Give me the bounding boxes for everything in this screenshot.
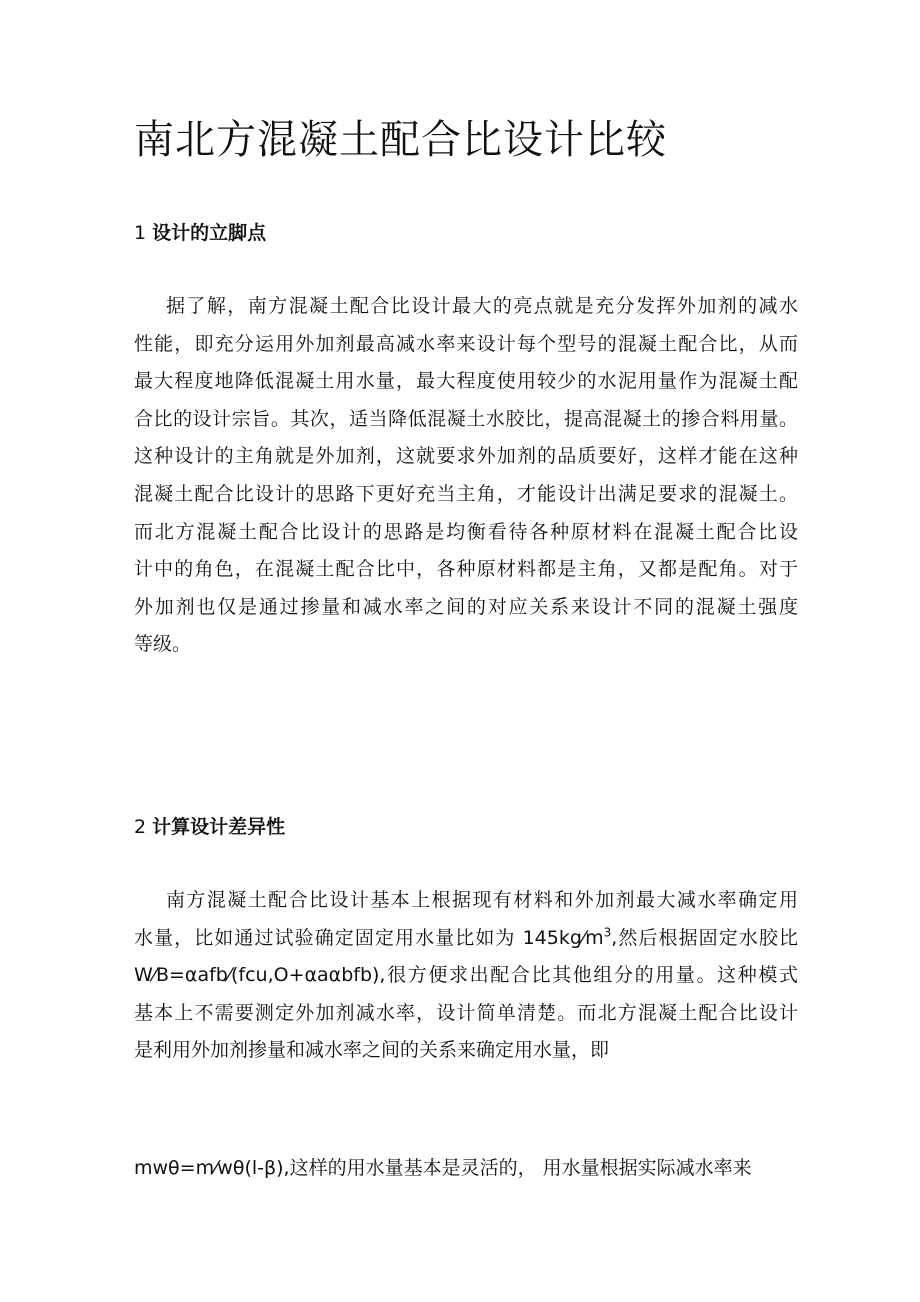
section-2-paragraph [134,882,798,1070]
paragraph-line: 是利用外加剂掺量和减水率之间的关系来确定用水量，即 [134,1039,610,1062]
paragraph-line: 这种设计的主角就是外加剂，这就要求外加剂的品质要好，这样才能在这种 [134,445,798,468]
paragraph-line: 等级。 [134,633,192,656]
paragraph-line: 性能，即充分运用外加剂最高减水率来设计每个型号的混凝土配合比，从而 [134,332,798,355]
paragraph-line-text: ,然后根据固定水胶比 [611,926,798,949]
paragraph-line: 最大程度地降低混凝土用水量，最大程度使用较少的水泥用量作为混凝土配 [134,370,798,393]
paragraph-line: 南方混凝土配合比设计基本上根据现有材料和外加剂最大减水率确定用 [166,889,798,911]
section-2-heading [134,812,285,839]
section-1-paragraph [134,288,798,664]
section-1-heading [134,218,266,245]
superscript: 3 [603,925,612,940]
formula-line: mwθ=m⁄wθ(l-β),这样的用水量基本是灵活的， 用水量根据实际减水率来 [134,1157,752,1179]
paragraph-line: 合比的设计宗旨。其次，适当降低混凝土水胶比，提高混凝土的掺合料用量。 [134,407,798,430]
paragraph-line: 据了解，南方混凝土配合比设计最大的亮点就是充分发挥外加剂的减水 [166,295,798,317]
section-1-number: 1 [134,222,147,244]
document-title: 南北方混凝土配合比设计比较 [134,117,667,163]
section-2-title: 计算设计差异性 [152,816,286,838]
section-2-number: 2 [134,816,147,838]
paragraph-line: 混凝土配合比设计的思路下更好充当主角，才能设计出满足要求的混凝土。 [134,482,798,505]
paragraph-line-text: 水量，比如通过试验确定固定用水量比如为 145kg⁄m [134,926,604,949]
paragraph-line: 计中的角色，在混凝土配合比中，各种原材料都是主角，又都是配角。对于 [134,558,798,581]
paragraph-line: 基本上不需要测定外加剂减水率，设计简单清楚。而北方混凝土配合比设计 [134,1001,798,1024]
paragraph-line [134,920,798,958]
paragraph-line: W⁄B=αafb⁄(fcu,O+αaαbfb),很方便求出配合比其他组分的用量。这种模式 [134,964,798,987]
paragraph-line: 外加剂也仅是通过掺量和减水率之间的对应关系来设计不同的混凝土强度 [134,595,798,618]
section-1-title: 设计的立脚点 [152,222,267,244]
paragraph-line: 而北方混凝土配合比设计的思路是均衡看待各种原材料在混凝土配合比设 [134,520,798,543]
